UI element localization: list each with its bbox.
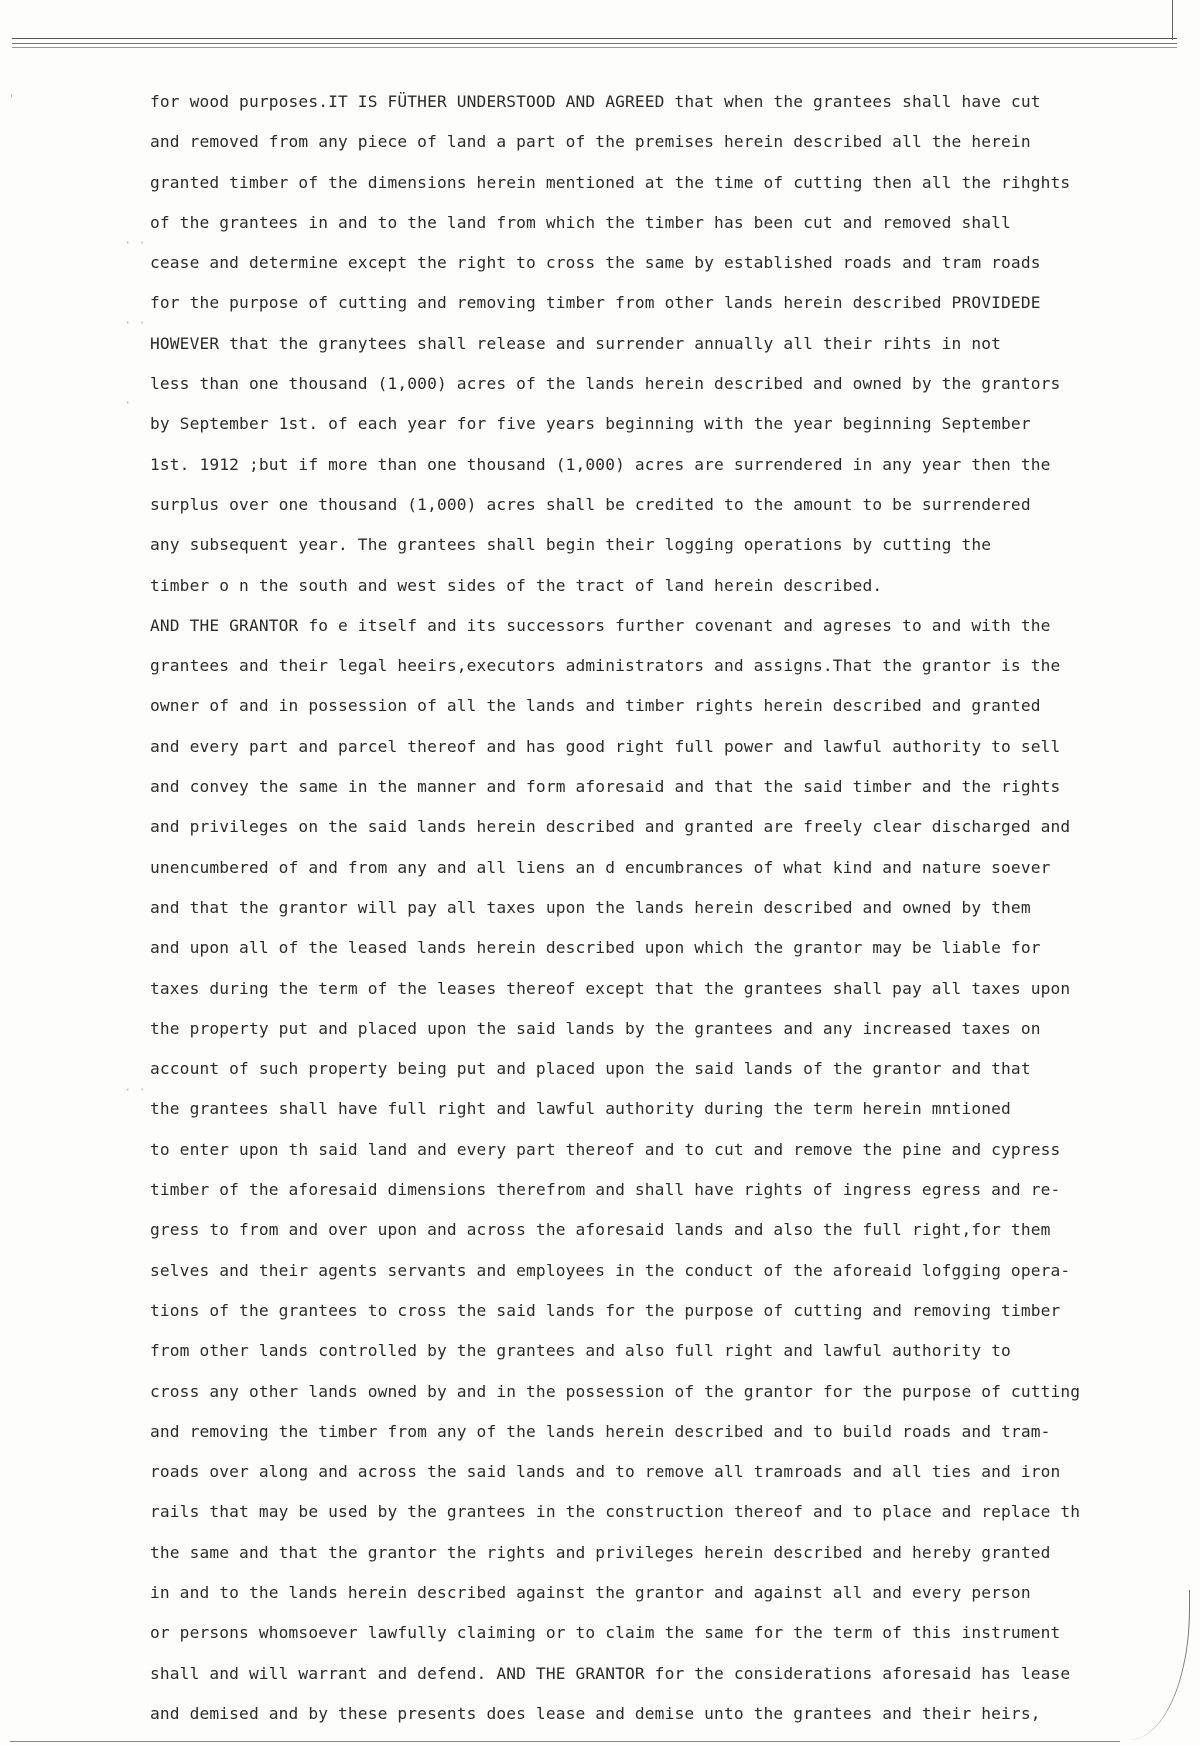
text-line: and every part and parcel thereof and has good right full power and lawful authority to sell [150,736,1061,756]
text-line: the property put and placed upon the said lands by the grantees and any increased taxes on [150,1018,1041,1038]
corner-mark [1172,0,1173,40]
text-line: and upon all of the leased lands herein described upon which the grantor may be liable for [150,938,1041,958]
text-line: any subsequent year. The grantees shall begin their logging operations by cutting the [150,535,992,555]
text-line: taxes during the term of the leases thereof except that the grantees shall pay all taxes upon [150,978,1071,998]
text-line: in and to the lands herein described against the grantor and against all and every person [150,1582,1031,1602]
text-line: unencumbered of and from any and all liens an d encumbrances of what kind and nature soever [150,857,1051,877]
text-line: granted timber of the dimensions herein mentioned at the time of cutting then all the rihghts [150,172,1071,192]
text-line: AND THE GRANTOR fo e itself and its successors further covenant and agreses to and with the [150,615,1051,635]
text-line: timber o n the south and west sides of the tract of land herein described. [150,575,883,595]
text-line: for wood purposes.IT IS FÜTHER UNDERSTOOD AND AGREED that when the grantees shall have cut [150,92,1041,111]
text-line: selves and their agents servants and employees in the conduct of the aforeaid lofgging opera- [150,1260,1071,1280]
text-line: and privileges on the said lands herein described and granted are freely clear discharged and [150,817,1071,837]
text-line: for the purpose of cutting and removing timber from other lands herein described PROVIDEDE [150,293,1041,313]
top-border-line [12,38,1177,39]
text-line: and removing the timber from any of the lands herein described and to build roads and tram- [150,1421,1051,1441]
text-line: cross any other lands owned by and in the possession of the grantor for the purpose of cutting [150,1381,1081,1401]
text-line: roads over along and across the said lands and to remove all tramroads and all ties and iron [150,1462,1061,1482]
text-line: and that the grantor will pay all taxes upon the lands herein described and owned by them [150,897,1031,917]
text-line: to enter upon th said land and every part thereof and to cut and remove the pine and cypress [150,1139,1061,1159]
text-line: owner of and in possession of all the lands and timber rights herein described and granted [150,696,1041,716]
top-border-line [12,47,1177,48]
text-line: account of such property being put and placed upon the said lands of the grantor and that [150,1059,1031,1079]
text-line: gress to from and over upon and across the aforesaid lands and also the full right,for them [150,1220,1051,1240]
text-line: the same and that the grantor the rights and privileges herein described and hereby granted [150,1542,1051,1562]
text-line: by September 1st. of each year for five years beginning with the year beginning September [150,414,1031,434]
text-line: the grantees shall have full right and lawful authority during the term herein mntioned [150,1099,1011,1119]
bottom-border-line [10,1741,1120,1742]
text-line: shall and will warrant and defend. AND THE GRANTOR for the considerations aforesaid has lease [150,1663,1071,1683]
text-line: tions of the grantees to cross the said lands for the purpose of cutting and removing timber [150,1300,1061,1320]
text-line: timber of the aforesaid dimensions therefrom and shall have rights of ingress egress and re- [150,1180,1061,1200]
margin-speck: ' [8,92,16,106]
text-line: or persons whomsoever lawfully claiming or to claim the same for the term of this instrument [150,1623,1061,1643]
margin-speck: · · [124,316,146,330]
text-line: and demised and by these presents does lease and demise unto the grantees and their heirs, [150,1703,1041,1723]
margin-speck: · · [124,236,146,250]
text-line: cease and determine except the right to cross the same by established roads and tram roads [150,253,1041,273]
text-line: surplus over one thousand (1,000) acres shall be credited to the amount to be surrendered [150,494,1031,514]
margin-speck: · [124,396,132,410]
text-line: and convey the same in the manner and form aforesaid and that the said timber and the rights [150,777,1061,797]
text-line: 1st. 1912 ;but if more than one thousand (1,000) acres are surrendered in any year then the [150,454,1051,474]
deed-text-body [150,82,1150,1734]
text-line: of the grantees in and to the land from which the timber has been cut and removed shall [150,212,1011,232]
text-line: HOWEVER that the granytees shall release and surrender annually all their rihts in not [150,333,1002,353]
text-line: from other lands controlled by the grantees and also full right and lawful authority to [150,1341,1011,1361]
text-line: rails that may be used by the grantees in the construction thereof and to place and replace th [150,1502,1081,1522]
text-line: and removed from any piece of land a part of the premises herein described all the herein [150,132,1031,152]
text-line: grantees and their legal heeirs,executors administrators and assigns.That the grantor is the [150,656,1061,676]
text-line: less than one thousand (1,000) acres of the lands herein described and owned by the grantors [150,374,1061,394]
top-border-line [12,43,1177,44]
margin-speck: · · [124,1083,146,1097]
